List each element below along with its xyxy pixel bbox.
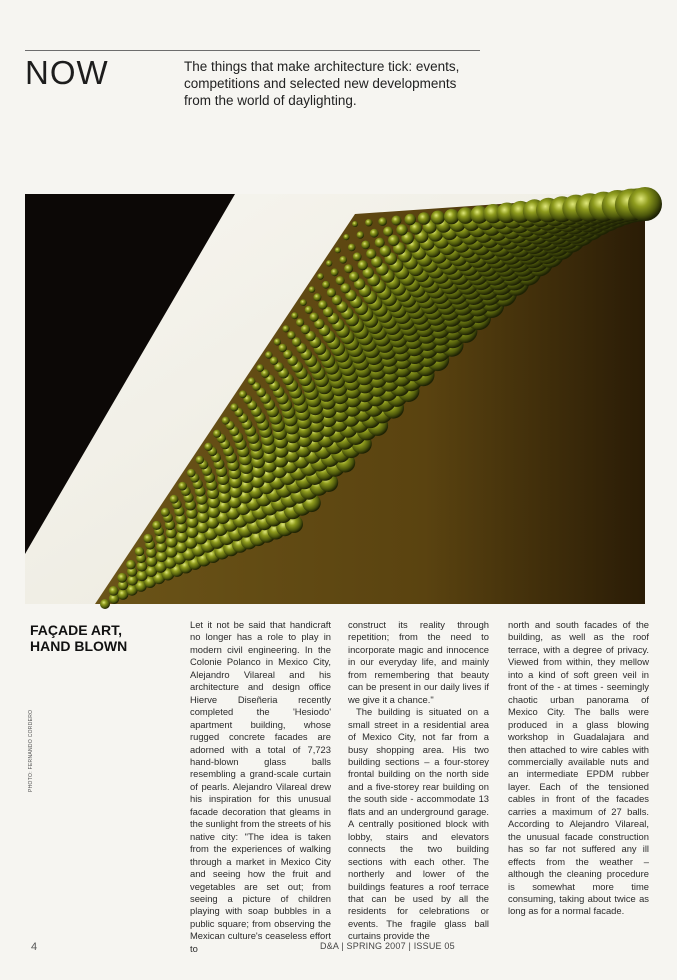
glass-ball	[431, 211, 445, 225]
glass-ball	[405, 214, 416, 225]
page-number: 4	[31, 941, 38, 953]
glass-ball	[349, 272, 359, 282]
glass-ball	[396, 224, 407, 235]
article-column-3	[508, 619, 649, 918]
glass-ball	[265, 351, 272, 358]
glass-ball	[339, 256, 347, 264]
glass-ball	[305, 306, 313, 314]
glass-ball	[196, 456, 204, 464]
glass-ball	[204, 443, 212, 451]
glass-ball	[309, 286, 316, 293]
paragraph: north and south facades of the building, as well as the roof terrace, with a degree of privacy. Viewed from within, they mellow into a kind of soft green veil in front of the - at times - seemingly chaotic urban panorama of Mexico City. The balls were produced in a glass blowing workshop in Guadalajara and then attached to wire cables with commercially available nuts and an intermediate EPDM rubber layer. Each of the tensioned cables in front of the facades carries a maximum of 27 balls. According to Alejandro Vilareal, the unusual facade construction has so far not suffered any ill effects from the weather – although the cleaning procedure is somewhat more time consuming, taking about twice as long as for a normal facade.	[508, 619, 649, 917]
glass-ball	[256, 364, 264, 372]
article-headline	[30, 622, 150, 654]
glass-ball	[327, 288, 336, 297]
glass-ball	[444, 209, 459, 224]
glass-ball	[357, 231, 364, 238]
glass-ball	[313, 293, 321, 301]
glass-ball	[343, 234, 349, 240]
paragraph: The building is situated on a small street in a residential area of Mexico City, not far from a busy shopping area. His two building sections – a four-storey frontal building on the north side and a five-storey rear building on the south side - accommodate 13 flats and an underground garage. A centrally positioned block with lobby, stairs and elevators connects the two building sections with each other. The northerly and lower of the buildings features a roof terrace that can be used by all the residents for celebrations or events. The fragile glass ball curtains provide the	[348, 706, 489, 942]
paragraph: Let it not be said that handicraft no longer has a role to play in modern civil engineering. In the Colonie Polanco in Mexico City, Alejandro Vilareal and his architecture and design office Hierve Diseñeria recently completed the 'Hesiodo' apartment building, whose rugged concrete facades are adorned with a total of 7,723 hand-blown glass balls resembling a grand-scale curtain of pearls. Alejandro Vilareal drew his inspiration for this unusual facade decoration that gleams in the sunlight from the streets of his native city: "The idea is taken from the experiences of walking through a market in Mexico City and seeing how the fruit and vegetables are set out; from seeing a picture of children playing with soap bubbles in a public square; from observing the Mexican culture's ceaseless effort to	[190, 619, 331, 954]
glass-ball	[378, 217, 387, 226]
glass-ball	[135, 547, 144, 556]
section-intro: The things that make architecture tick: events, competitions and selected new developments from the world of daylighting.	[184, 59, 460, 108]
glass-ball	[310, 313, 319, 322]
glass-ball	[375, 238, 385, 248]
glass-ball	[117, 573, 127, 583]
section-title: NOW	[25, 54, 109, 91]
glass-ball	[222, 417, 230, 425]
glass-ball	[335, 247, 341, 253]
paragraph: construct its reality through repetition; from the need to incorporate magic and innocence in our everyday life, and mainly from remembering that beauty can be present in our daily lives if we give it a chance."	[348, 619, 489, 705]
glass-ball	[301, 325, 310, 334]
glass-ball	[326, 260, 332, 266]
glass-ball	[152, 521, 161, 530]
glass-ball	[336, 276, 345, 285]
glass-ball	[358, 260, 368, 270]
glass-ball	[348, 244, 356, 252]
glass-ball	[628, 187, 662, 221]
headline-line-2: HAND BLOWN	[30, 638, 128, 654]
glass-ball	[291, 312, 298, 319]
glass-ball	[318, 300, 327, 309]
glass-ball	[213, 430, 221, 438]
glass-ball	[388, 235, 399, 246]
glass-ball	[317, 273, 324, 280]
glass-ball	[340, 283, 350, 293]
headline-line-1: FAÇADE ART,	[30, 622, 123, 638]
glass-ball	[178, 482, 187, 491]
glass-ball	[365, 219, 372, 226]
glass-ball	[331, 268, 339, 276]
glass-ball	[361, 241, 370, 250]
glass-ball	[230, 403, 238, 411]
glass-ball	[143, 534, 152, 543]
glass-ball	[187, 469, 196, 478]
glass-ball	[418, 212, 431, 225]
article-column-1	[190, 619, 331, 955]
glass-ball	[170, 495, 179, 504]
glass-ball	[109, 586, 119, 596]
glass-ball	[279, 344, 287, 352]
glass-ball	[352, 221, 358, 227]
issue-footer: D&A | SPRING 2007 | ISSUE 05	[320, 941, 455, 951]
glass-ball-facade-image	[25, 194, 645, 604]
glass-ball	[296, 318, 304, 326]
glass-ball	[248, 377, 256, 385]
photo-credit: PHOTO: FERNANDO CORDERO	[28, 709, 34, 792]
glass-ball	[383, 227, 393, 237]
glass-ball	[287, 331, 295, 339]
glass-ball	[126, 560, 136, 570]
glass-ball	[239, 390, 247, 398]
glass-ball	[322, 281, 330, 289]
glass-ball	[344, 264, 353, 273]
glass-ball	[366, 249, 376, 259]
glass-ball	[353, 252, 362, 261]
glass-ball	[161, 508, 170, 517]
header-rule	[25, 50, 480, 51]
glass-ball	[274, 338, 281, 345]
glass-ball	[282, 325, 289, 332]
glass-ball	[391, 216, 401, 226]
glass-ball	[370, 229, 379, 238]
article-column-2	[348, 619, 489, 943]
glass-ball	[300, 299, 307, 306]
glass-ball	[100, 599, 110, 609]
